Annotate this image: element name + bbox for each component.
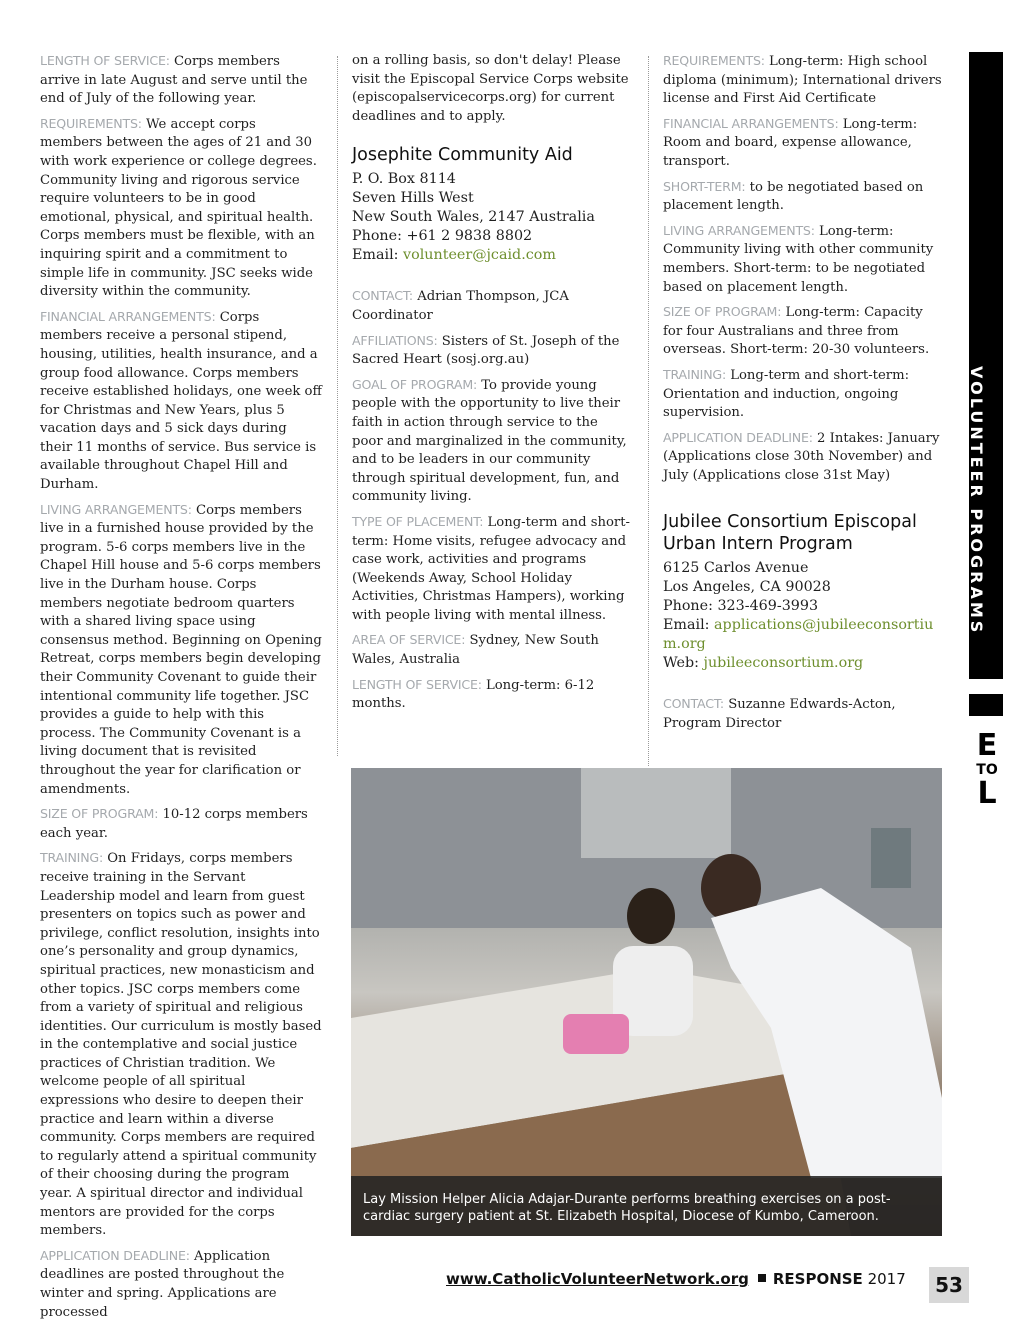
phone-line: Phone: +61 2 9838 8802 (352, 228, 533, 245)
email-label: Email: (663, 617, 710, 634)
entry-contact (352, 287, 632, 325)
photo-child-head (627, 888, 675, 944)
entry-type-of-placement (352, 513, 632, 626)
footer-year: 2017 (867, 1270, 906, 1288)
square-bullet-icon (758, 1274, 766, 1282)
entry-text: 10-12 corps members each year. (40, 807, 308, 841)
entry-financial-arrangements (663, 115, 945, 172)
page-number: 53 (929, 1267, 969, 1303)
entry-label: REQUIREMENTS: (663, 53, 765, 68)
address-line: New South Wales, 2147 Australia (352, 209, 595, 226)
entry-training (663, 366, 945, 423)
entry-label: FINANCIAL ARRANGEMENTS: (40, 308, 216, 324)
entry-length-of-service (40, 52, 322, 109)
entry-text: We accept corps members between the ages of 21 and 30 with work experience or college degrees. Community living and rigorous service require volunteers to be in good emotional, physical, and spiritual health. Corps members must be flexible, with an inquiring spirit and a commitment to simple life in community. JSC seeks wide diversity within the community. (40, 116, 317, 300)
entry-short-term (663, 178, 945, 216)
entry-living-arrangements (663, 222, 945, 297)
entry-label: AREA OF SERVICE: (352, 632, 466, 648)
entry-label: SIZE OF PROGRAM: (663, 304, 782, 320)
web-label: Web: (663, 655, 699, 672)
photo-equipment (871, 828, 911, 888)
email-line (352, 246, 632, 265)
footer-publication: RESPONSE (772, 1270, 863, 1288)
entry-text: Sydney, New South Wales, Australia (352, 633, 599, 668)
entry-label: LIVING ARRANGEMENTS: (663, 222, 815, 238)
column-divider (648, 56, 649, 766)
entry-size-of-program (663, 303, 945, 360)
entry-text: Corps members arrive in late August and serve until the end of July of the following year. (40, 54, 308, 107)
web-link[interactable]: jubileeconsortium.org (703, 655, 864, 672)
entry-application-deadline (40, 1247, 322, 1322)
entry-size-of-program (40, 805, 322, 843)
entry-text: Long-term: Room and board, expense allowance, transport. (663, 116, 918, 169)
entry-text: Long-term: 6-12 months. (352, 677, 595, 712)
range-from: E (976, 728, 998, 763)
entry-length-of-service (352, 676, 632, 714)
org-address (663, 559, 945, 673)
entry-application-deadline (663, 429, 945, 486)
section-tab-marker (969, 694, 1003, 716)
web-line (663, 654, 945, 673)
entry-text: 2 Intakes: January (Applications close 30th November) and July (Applications close 31st May) (663, 430, 940, 483)
entry-label: TYPE OF PLACEMENT: (352, 513, 484, 529)
entry-label: APPLICATION DEADLINE: (40, 1247, 190, 1263)
section-title: VOLUNTEER PROGRAMS (967, 366, 986, 636)
org-title-josephite: Josephite Community Aid (352, 145, 573, 166)
entry-label: LENGTH OF SERVICE: (40, 53, 170, 68)
entry-area-of-service (352, 631, 632, 669)
entry-text: to be negotiated based on placement length. (663, 179, 924, 214)
entry-text: Long-term and short-term: Home visits, refugee advocacy and case work, activities and programs (Weekends Away, School Holiday Activities, Christmas Hampers), working with people living with mental illness. (352, 514, 630, 623)
org-address (352, 170, 632, 265)
column-3 (663, 52, 945, 740)
entry-requirements (663, 52, 945, 109)
address-line: Los Angeles, CA 90028 (663, 579, 831, 596)
entry-text: Corps members live in a furnished house provided by the program. 5-6 corps members live in the Chapel Hill house and 5-6 corps members live in the Durham house. Corps members negotiate bedroom quarters with a shared living space using consensus method. Beginning on Opening Retreat, corps members begin developing their Community Covenant to guide their intentional community life together. JSC provides a guide to help with this process. The Community Covenant is a living document that is revisited throughout the year for clarification or amendments. (40, 502, 322, 797)
phone-line: Phone: 323-469-3993 (663, 598, 819, 615)
entry-label: LENGTH OF SERVICE: (352, 676, 482, 692)
column-1 (40, 52, 322, 1328)
entry-label: AFFILIATIONS: (352, 332, 438, 348)
column-divider (337, 56, 338, 756)
email-line (663, 616, 945, 654)
entry-label: REQUIREMENTS: (40, 115, 142, 131)
entry-text: On Fridays, corps members receive training in the Servant Leadership model and learn from guest presenters on topics such as power and privilege, conflict resolution, insights into one’s personality and group dynamics, spiritual practices, new monasticism and other topics. JSC corps members come from a variety of spiritual and religious identities. Our curriculum is mostly based in the contemplative and social justice practices of Christian tradition. We welcome people of all spiritual expressions who desire to deepen their practice and learn within a diverse community. Corps members are required to regularly attend a spiritual community of their choosing during the program year. A spiritual director and individual mentors are provided for the corps members. (40, 851, 322, 1239)
entry-contact (663, 695, 945, 733)
entry-text: Adrian Thompson, JCA Coordinator (352, 289, 569, 323)
range-to: L (977, 776, 997, 811)
entry-label: TRAINING: (40, 850, 104, 866)
column-2 (352, 52, 632, 720)
entry-text: Corps members receive a personal stipend, housing, utilities, health insurance, and a group food allowance. Corps members receive established holidays, one week off for Christmas and New Years, plus 5 vacation days and 5 sick days during their 11 months of service. Bus service is available throughout Chapel Hill and Durham. (40, 309, 322, 493)
email-label: Email: (352, 247, 399, 264)
entry-text: Long-term: High school diploma (minimum); International drivers license and First Aid Certificate (663, 54, 942, 107)
entry-living-arrangements (40, 501, 322, 800)
entry-label: GOAL OF PROGRAM: (352, 376, 478, 392)
address-line: 6125 Carlos Avenue (663, 560, 809, 577)
entry-text: Long-term and short-term: Orientation and induction, ongoing supervision. (663, 367, 910, 421)
entry-text: Application deadlines are posted throughout the winter and spring. Applications are processed (40, 1248, 285, 1320)
entry-goal-of-program (352, 376, 632, 507)
entry-label: CONTACT: (352, 288, 413, 304)
entry-label: LIVING ARRANGEMENTS: (40, 501, 192, 517)
page-footer (446, 1270, 906, 1288)
entry-label: CONTACT: (663, 696, 724, 712)
email-link[interactable]: applications@jubileeconsortium.org (663, 617, 934, 653)
entry-financial-arrangements (40, 308, 322, 495)
org-title-jubilee: Jubilee Consortium Episcopal Urban Intern Program (663, 512, 917, 555)
entry-label: SHORT-TERM: (663, 178, 746, 194)
entry-label: SIZE OF PROGRAM: (40, 806, 159, 822)
entry-text: Sisters of St. Joseph of the Sacred Heart (sosj.org.au) (352, 333, 620, 368)
entry-text: To provide young people with the opportunity to live their faith in action through service to the poor and marginalized in the community, and to be leaders in our community through spiritual development, fun, and community living. (352, 377, 627, 505)
address-line: P. O. Box 8114 (352, 171, 456, 188)
entry-label: APPLICATION DEADLINE: (663, 429, 813, 445)
continuation-text: on a rolling basis, so don't delay! Please visit the Episcopal Service Corps website (episcopalservicecorps.org) for current deadlines and to apply. (352, 53, 629, 124)
entry-text: Suzanne Edwards-Acton, Program Director (663, 697, 896, 732)
email-link[interactable]: volunteer@jcaid.com (403, 247, 556, 264)
entry-affiliations (352, 332, 632, 370)
photo-window (581, 768, 731, 858)
entry-label: TRAINING: (663, 366, 727, 382)
entry-text: Long-term: Community living with other community members. Short-term: to be negotiated based on placement length. (663, 223, 934, 295)
entry-training (40, 849, 322, 1240)
range-to-word: TO (976, 762, 998, 778)
photo-caption: Lay Mission Helper Alicia Adajar-Durante performs breathing exercises on a post-cardiac surgery patient at St. Elizabeth Hospital, Diocese of Kumbo, Cameroon. (351, 1176, 942, 1236)
photo-toy-box (563, 1014, 629, 1054)
alphabet-range (969, 730, 1005, 810)
entry-label: FINANCIAL ARRANGEMENTS: (663, 115, 839, 131)
footer-url[interactable]: www.CatholicVolunteerNetwork.org (446, 1270, 749, 1288)
entry-text: Long-term: Capacity for four Australians and three from overseas. Short-term: 20-30 volunteers. (663, 305, 930, 358)
entry-requirements (40, 115, 322, 302)
hospital-photo (351, 768, 942, 1236)
address-line: Seven Hills West (352, 190, 474, 207)
photo-illustration (351, 768, 942, 1236)
